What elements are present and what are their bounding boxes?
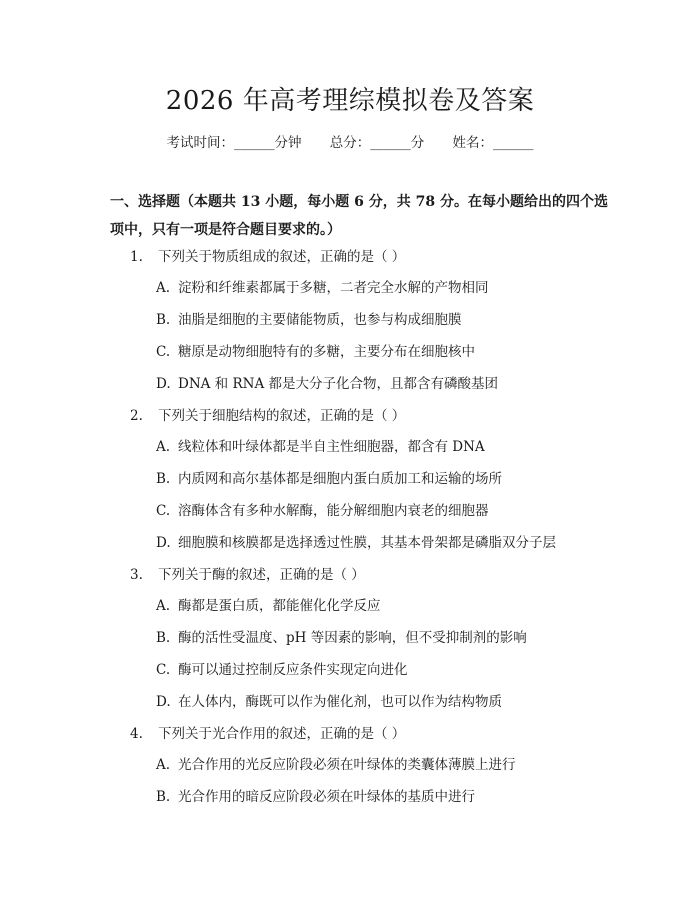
exam-time-field: 考试时间：______分钟	[166, 135, 302, 151]
question-stem	[130, 245, 405, 265]
option-text: 酶的活性受温度、pH 等因素的影响，但不受抑制剂的影响	[178, 630, 527, 646]
option-letter: A.	[156, 757, 171, 773]
name-field: 姓名：______	[452, 135, 534, 151]
option-text: 酶可以通过控制反应条件实现定向进化	[178, 662, 408, 678]
question-option	[156, 435, 485, 455]
question-option	[156, 499, 489, 519]
option-letter: D.	[156, 376, 171, 392]
option-text: 细胞膜和核膜都是选择透过性膜，其基本骨架都是磷脂双分子层	[178, 535, 556, 551]
option-text: 溶酶体含有多种水解酶，能分解细胞内衰老的细胞器	[178, 503, 489, 519]
question-option	[156, 372, 498, 392]
option-letter: B.	[156, 630, 171, 646]
question-number: 4.	[130, 726, 143, 742]
question-text: 下列关于细胞结构的叙述，正确的是（ ）	[158, 408, 406, 424]
option-letter: D.	[156, 694, 171, 710]
option-letter: C.	[156, 344, 171, 360]
question-option	[156, 753, 516, 773]
option-text: 在人体内，酶既可以作为催化剂，也可以作为结构物质	[178, 694, 502, 710]
option-text: 淀粉和纤维素都属于多糖，二者完全水解的产物相同	[178, 280, 489, 296]
option-text: 糖原是动物细胞特有的多糖，主要分布在细胞核中	[178, 344, 475, 360]
question-number: 2.	[130, 408, 143, 424]
question-number: 1.	[130, 249, 143, 265]
question-option	[156, 276, 489, 296]
option-letter: D.	[156, 535, 171, 551]
question-stem	[130, 404, 405, 424]
option-text: 酶都是蛋白质，都能催化化学反应	[178, 598, 381, 614]
option-letter: B.	[156, 471, 171, 487]
question-option	[156, 690, 502, 710]
exam-info-line	[0, 131, 700, 151]
option-letter: C.	[156, 662, 171, 678]
option-text: DNA 和 RNA 都是大分子化合物，且都含有磷酸基团	[178, 376, 498, 392]
question-text: 下列关于酶的叙述，正确的是（ ）	[158, 567, 365, 583]
option-letter: B.	[156, 789, 171, 805]
question-option	[156, 531, 556, 551]
option-letter: A.	[156, 439, 171, 455]
option-text: 内质网和高尔基体都是细胞内蛋白质加工和运输的场所	[178, 471, 502, 487]
option-letter: B.	[156, 312, 171, 328]
option-letter: A.	[156, 280, 171, 296]
option-text: 光合作用的暗反应阶段必须在叶绿体的基质中进行	[178, 789, 475, 805]
section-heading: 一、选择题（本题共 13 小题，每小题 6 分，共 78 分。在每小题给出的四个选项中，只有一项是符合题目要求的。）	[110, 194, 608, 238]
question-stem	[130, 563, 365, 583]
page-title: 2026 年高考理综模拟卷及答案	[165, 86, 535, 116]
question-number: 3.	[130, 567, 143, 583]
question-stem	[130, 722, 405, 742]
option-text: 油脂是细胞的主要储能物质，也参与构成细胞膜	[178, 312, 462, 328]
question-option	[156, 658, 408, 678]
option-text: 线粒体和叶绿体都是半自主性细胞器，都含有 DNA	[178, 439, 485, 455]
question-text: 下列关于光合作用的叙述，正确的是（ ）	[158, 726, 406, 742]
total-score-field: 总分：______分	[329, 135, 425, 151]
option-letter: A.	[156, 598, 171, 614]
question-option	[156, 467, 502, 487]
option-text: 光合作用的光反应阶段必须在叶绿体的类囊体薄膜上进行	[178, 757, 516, 773]
question-option	[156, 594, 381, 614]
question-option	[156, 785, 475, 805]
question-option	[156, 626, 527, 646]
question-option	[156, 308, 462, 328]
question-option	[156, 340, 475, 360]
question-text: 下列关于物质组成的叙述，正确的是（ ）	[158, 249, 406, 265]
option-letter: C.	[156, 503, 171, 519]
